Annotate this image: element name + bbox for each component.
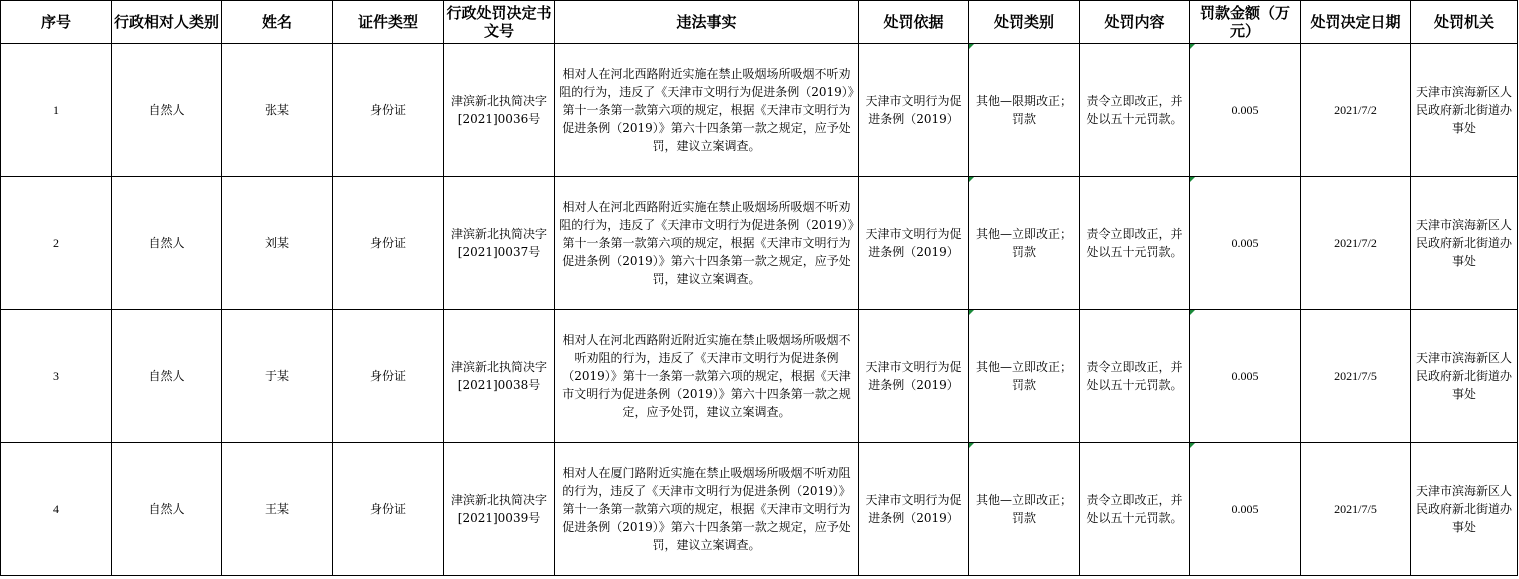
cell-id-type[interactable]: 身份证: [333, 177, 444, 310]
cell-date[interactable]: 2021/7/2: [1301, 44, 1411, 177]
cell-authority[interactable]: 天津市滨海新区人民政府新北街道办事处: [1411, 443, 1518, 576]
header-name[interactable]: 姓名: [222, 1, 333, 44]
cell-category[interactable]: 其他—立即改正；罚款: [969, 310, 1080, 443]
cell-doc-no[interactable]: 津滨新北执简决字[2021]0038号: [444, 310, 555, 443]
cell-amount[interactable]: 0.005: [1190, 310, 1301, 443]
cell-content[interactable]: 责令立即改正，并处以五十元罚款。: [1080, 44, 1190, 177]
cell-date[interactable]: 2021/7/5: [1301, 310, 1411, 443]
cell-seq[interactable]: 3: [1, 310, 112, 443]
header-doc-no[interactable]: 行政处罚决定书文号: [444, 1, 555, 44]
cell-authority[interactable]: 天津市滨海新区人民政府新北街道办事处: [1411, 44, 1518, 177]
cell-basis[interactable]: 天津市文明行为促进条例（2019）: [859, 177, 969, 310]
cell-name[interactable]: 王某: [222, 443, 333, 576]
cell-amount[interactable]: 0.005: [1190, 44, 1301, 177]
cell-amount[interactable]: 0.005: [1190, 443, 1301, 576]
cell-id-type[interactable]: 身份证: [333, 310, 444, 443]
cell-facts[interactable]: 相对人在河北西路附近附近实施在禁止吸烟场所吸烟不听劝阻的行为，违反了《天津市文明行为促进条例（2019）》第十一条第一款第六项的规定，根据《天津市文明行为促进条例（2019）》第六十四条第一款之规定，应予处罚，建议立案调查。: [555, 310, 859, 443]
cell-id-type[interactable]: 身份证: [333, 44, 444, 177]
header-amount[interactable]: 罚款金额（万元）: [1190, 1, 1301, 44]
cell-doc-no[interactable]: 津滨新北执简决字[2021]0039号: [444, 443, 555, 576]
cell-category[interactable]: 其他—立即改正；罚款: [969, 177, 1080, 310]
cell-id-type[interactable]: 身份证: [333, 443, 444, 576]
header-basis[interactable]: 处罚依据: [859, 1, 969, 44]
cell-facts[interactable]: 相对人在河北西路附近实施在禁止吸烟场所吸烟不听劝阻的行为，违反了《天津市文明行为促进条例（2019）》第十一条第一款第六项的规定，根据《天津市文明行为促进条例（2019）》第六十四条第一款之规定，应予处罚，建议立案调查。: [555, 44, 859, 177]
cell-doc-no[interactable]: 津滨新北执简决字[2021]0036号: [444, 44, 555, 177]
header-party-type[interactable]: 行政相对人类别: [112, 1, 222, 44]
cell-basis[interactable]: 天津市文明行为促进条例（2019）: [859, 310, 969, 443]
cell-seq[interactable]: 2: [1, 177, 112, 310]
cell-basis[interactable]: 天津市文明行为促进条例（2019）: [859, 443, 969, 576]
cell-category[interactable]: 其他—限期改正；罚款: [969, 44, 1080, 177]
cell-amount[interactable]: 0.005: [1190, 177, 1301, 310]
cell-party-type[interactable]: 自然人: [112, 44, 222, 177]
cell-content[interactable]: 责令立即改正，并处以五十元罚款。: [1080, 443, 1190, 576]
cell-content[interactable]: 责令立即改正，并处以五十元罚款。: [1080, 177, 1190, 310]
header-date[interactable]: 处罚决定日期: [1301, 1, 1411, 44]
cell-facts[interactable]: 相对人在河北西路附近实施在禁止吸烟场所吸烟不听劝阻的行为，违反了《天津市文明行为促进条例（2019）》第十一条第一款第六项的规定，根据《天津市文明行为促进条例（2019）》第六十四条第一款之规定，应予处罚，建议立案调查。: [555, 177, 859, 310]
table-row: [1, 177, 1518, 310]
cell-seq[interactable]: 1: [1, 44, 112, 177]
header-id-type[interactable]: 证件类型: [333, 1, 444, 44]
header-facts[interactable]: 违法事实: [555, 1, 859, 44]
cell-seq[interactable]: 4: [1, 443, 112, 576]
cell-authority[interactable]: 天津市滨海新区人民政府新北街道办事处: [1411, 310, 1518, 443]
cell-name[interactable]: 于某: [222, 310, 333, 443]
header-content[interactable]: 处罚内容: [1080, 1, 1190, 44]
cell-content[interactable]: 责令立即改正，并处以五十元罚款。: [1080, 310, 1190, 443]
header-authority[interactable]: 处罚机关: [1411, 1, 1518, 44]
table-row: [1, 310, 1518, 443]
cell-basis[interactable]: 天津市文明行为促进条例（2019）: [859, 44, 969, 177]
cell-category[interactable]: 其他—立即改正；罚款: [969, 443, 1080, 576]
cell-doc-no[interactable]: 津滨新北执简决字[2021]0037号: [444, 177, 555, 310]
header-seq[interactable]: 序号: [1, 1, 112, 44]
cell-date[interactable]: 2021/7/2: [1301, 177, 1411, 310]
table-row: [1, 443, 1518, 576]
cell-authority[interactable]: 天津市滨海新区人民政府新北街道办事处: [1411, 177, 1518, 310]
cell-name[interactable]: 张某: [222, 44, 333, 177]
header-category[interactable]: 处罚类别: [969, 1, 1080, 44]
cell-party-type[interactable]: 自然人: [112, 310, 222, 443]
cell-party-type[interactable]: 自然人: [112, 177, 222, 310]
cell-party-type[interactable]: 自然人: [112, 443, 222, 576]
table-row: [1, 44, 1518, 177]
cell-facts[interactable]: 相对人在厦门路附近实施在禁止吸烟场所吸烟不听劝阻的行为，违反了《天津市文明行为促进条例（2019）》第十一条第一款第六项的规定，根据《天津市文明行为促进条例（2019）》第六十四条第一款之规定，应予处罚，建议立案调查。: [555, 443, 859, 576]
cell-date[interactable]: 2021/7/5: [1301, 443, 1411, 576]
header-row: [1, 1, 1518, 44]
cell-name[interactable]: 刘某: [222, 177, 333, 310]
